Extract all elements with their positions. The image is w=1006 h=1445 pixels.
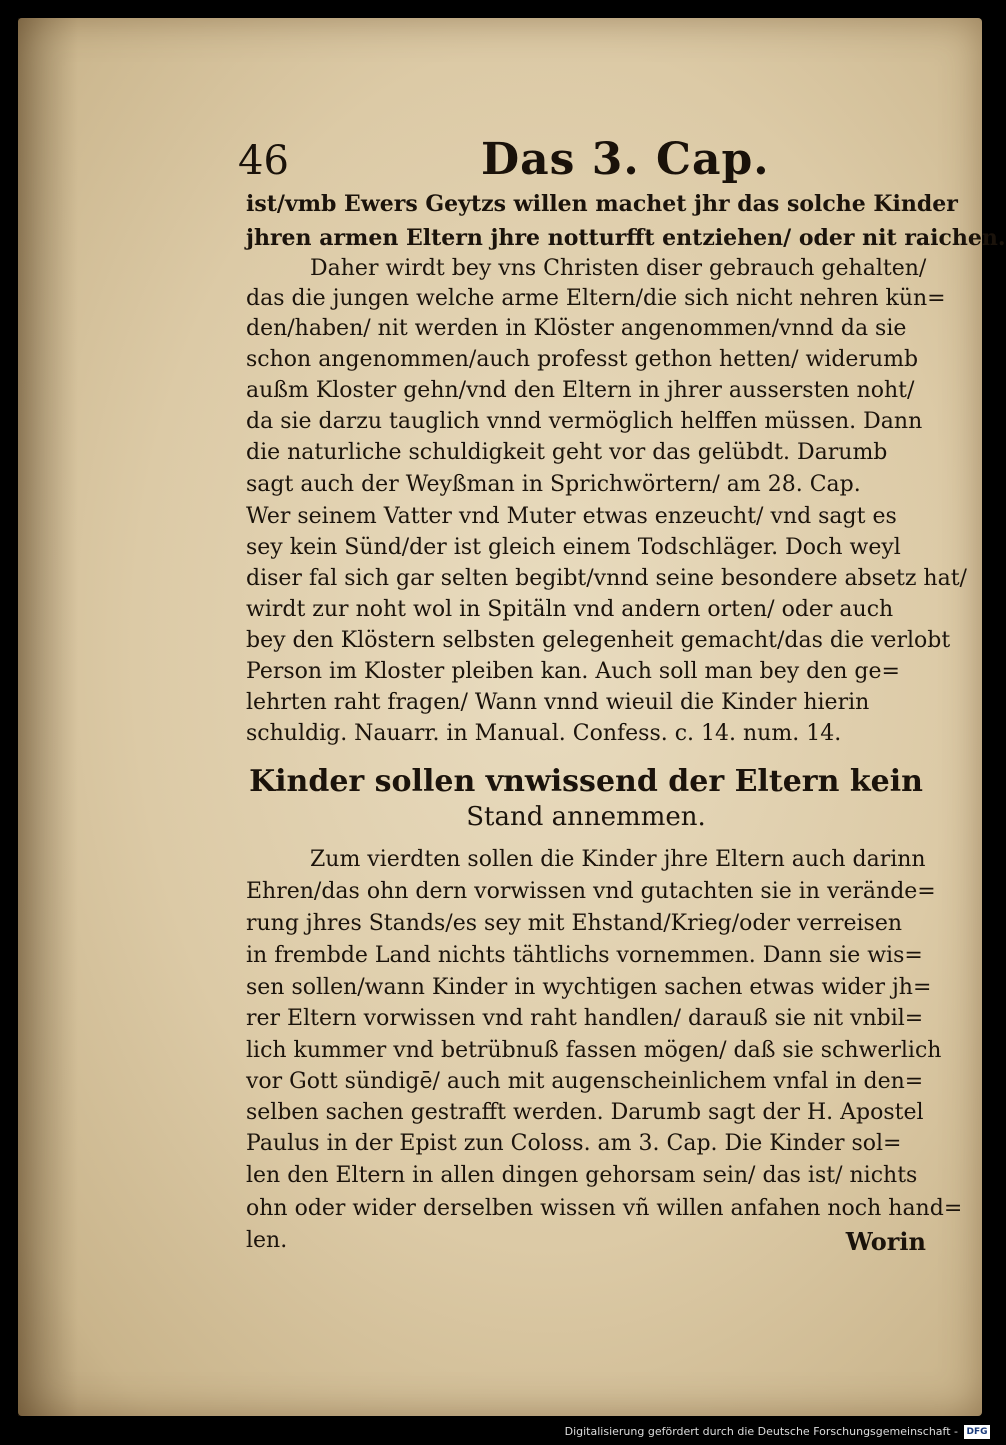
text-line: Wer seinem Vatter vnd Muter etwas enzeucht/ vnd sagt es <box>246 504 897 529</box>
page-gutter-shadow <box>18 18 78 1416</box>
text-line: ist/vmb Ewers Geytzs willen machet jhr das solche Kinder <box>246 191 958 217</box>
running-head: Das 3. Cap. <box>481 134 770 185</box>
text-line: Person im Kloster pleiben kan. Auch soll man bey den ge= <box>246 659 900 684</box>
page-header <box>236 128 926 188</box>
text-line: sagt auch der Weyßman in Sprichwörtern/ am 28. Cap. <box>246 472 861 497</box>
text-line: lehrten raht fragen/ Wann vnnd wieuil die Kinder hierin <box>246 690 870 715</box>
text-line: Zum vierdten sollen die Kinder jhre Eltern auch darinn <box>310 847 926 872</box>
text-line: schon angenommen/auch professt gethon hetten/ widerumb <box>246 347 919 372</box>
funding-notice: Digitalisierung gefördert durch die Deutsche Forschungsgemeinschaft - <box>564 1425 958 1438</box>
text-line: lich kummer vnd betrübnuß fassen mögen/ daß sie schwerlich <box>246 1038 942 1063</box>
dfg-logo: DFG <box>964 1425 990 1439</box>
section-heading-sub: Stand annemmen. <box>466 802 706 832</box>
text-line: diser fal sich gar selten begibt/vnnd seine besondere absetz hat/ <box>246 566 967 591</box>
text-line: Daher wirdt bey vns Christen diser gebrauch gehalten/ <box>310 256 927 281</box>
text-line: rer Eltern vorwissen vnd raht handlen/ darauß sie nit vnbil= <box>246 1006 924 1031</box>
text-line: selben sachen gestrafft werden. Darumb sagt der H. Apostel <box>246 1100 924 1125</box>
text-line: wirdt zur noht wol in Spitäln vnd andern orten/ oder auch <box>246 597 894 622</box>
text-line: da sie darzu tauglich vnnd vermöglich helffen müssen. Dann <box>246 409 923 434</box>
text-line: das die jungen welche arme Eltern/die sich nicht nehren kün= <box>246 286 946 311</box>
text-line: sen sollen/wann Kinder in wychtigen sachen etwas wider jh= <box>246 975 932 1000</box>
section-heading: Kinder sollen vnwissend der Eltern kein <box>249 764 923 799</box>
text-line: rung jhres Stands/es sey mit Ehstand/Krieg/oder verreisen <box>246 911 903 936</box>
text-line: außm Kloster gehn/vnd den Eltern in jhrer aussersten noht/ <box>246 378 915 403</box>
text-line: den/haben/ nit werden in Klöster angenommen/vnnd da sie <box>246 316 907 341</box>
text-line: ohn oder wider derselben wissen vñ willen anfahen noch hand= <box>246 1196 963 1221</box>
footer-bar <box>0 1421 1000 1445</box>
text-line: Paulus in der Epist zun Coloss. am 3. Cap. Die Kinder sol= <box>246 1131 902 1156</box>
text-line: len den Eltern in allen dingen gehorsam sein/ das ist/ nichts <box>246 1163 918 1188</box>
text-line: in frembde Land nichts tähtlichs vornemmen. Dann sie wis= <box>246 943 923 968</box>
text-line: vor Gott sündigē/ auch mit augenscheinlichem vnfal in den= <box>246 1069 924 1094</box>
text-line: len. <box>246 1228 288 1253</box>
text-line: die naturliche schuldigkeit geht vor das gelübdt. Darumb <box>246 440 888 465</box>
text-line: bey den Klöstern selbsten gelegenheit gemacht/das die verlobt <box>246 628 951 653</box>
text-line: schuldig. Nauarr. in Manual. Confess. c. 14. num. 14. <box>246 721 842 746</box>
page-number: 46 <box>238 138 289 184</box>
text-line: sey kein Sünd/der ist gleich einem Todschläger. Doch weyl <box>246 535 901 560</box>
text-line: jhren armen Eltern jhre notturfft entziehen/ oder nit raichen. <box>246 225 1006 251</box>
catchword: Worin <box>845 1227 926 1256</box>
text-line: Ehren/das ohn dern vorwissen vnd gutachten sie in verände= <box>246 879 936 904</box>
